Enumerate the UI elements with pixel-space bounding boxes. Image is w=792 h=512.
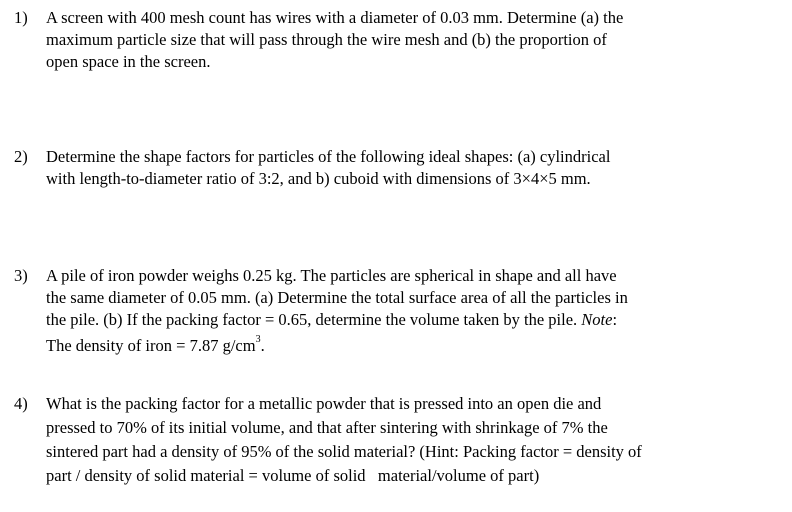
question-text-line: pressed to 70% of its initial volume, and that after sintering with shrinkage of 7% the [46, 418, 608, 437]
question-text-line: A screen with 400 mesh count has wires with a diameter of 0.03 mm. Determine (a) the [46, 8, 624, 27]
question-number: 1) [14, 8, 28, 27]
question-text-line-with-unit [46, 335, 265, 360]
question-text-line: with length-to-diameter ratio of 3:2, and b) cuboid with dimensions of 3×4×5 mm. [46, 169, 591, 188]
question-text-line: sintered part had a density of 95% of the solid material? (Hint: Packing factor = density of [46, 442, 642, 461]
question-number: 3) [14, 266, 28, 285]
question-number: 2) [14, 147, 28, 166]
question-text-line: part / density of solid material = volume of solid material/volume of part) [46, 466, 540, 485]
question-number: 4) [14, 394, 28, 413]
question-text-line-with-note [46, 309, 617, 331]
note-label: Note [581, 310, 613, 329]
question-text-line: A pile of iron powder weighs 0.25 kg. The particles are spherical in shape and all have [46, 266, 617, 285]
question-text-line: Determine the shape factors for particles of the following ideal shapes: (a) cylindrical [46, 147, 611, 166]
question-text-segment: the pile. (b) If the packing factor = 0.65, determine the volume taken by the pile. [46, 310, 582, 329]
question-text-line: open space in the screen. [46, 52, 211, 71]
final-period: . [260, 336, 265, 355]
question-text-line: the same diameter of 0.05 mm. (a) Determine the total surface area of all the particles in [46, 288, 628, 307]
question-text-line: maximum particle size that will pass through the wire mesh and (b) the proportion of [46, 30, 607, 49]
question-text-line: What is the packing factor for a metallic powder that is pressed into an open die and [46, 394, 602, 413]
unit-superscript: 3 [255, 334, 261, 345]
question-text-segment: The density of iron = 7.87 g/cm [46, 336, 256, 355]
note-colon: : [612, 310, 618, 329]
